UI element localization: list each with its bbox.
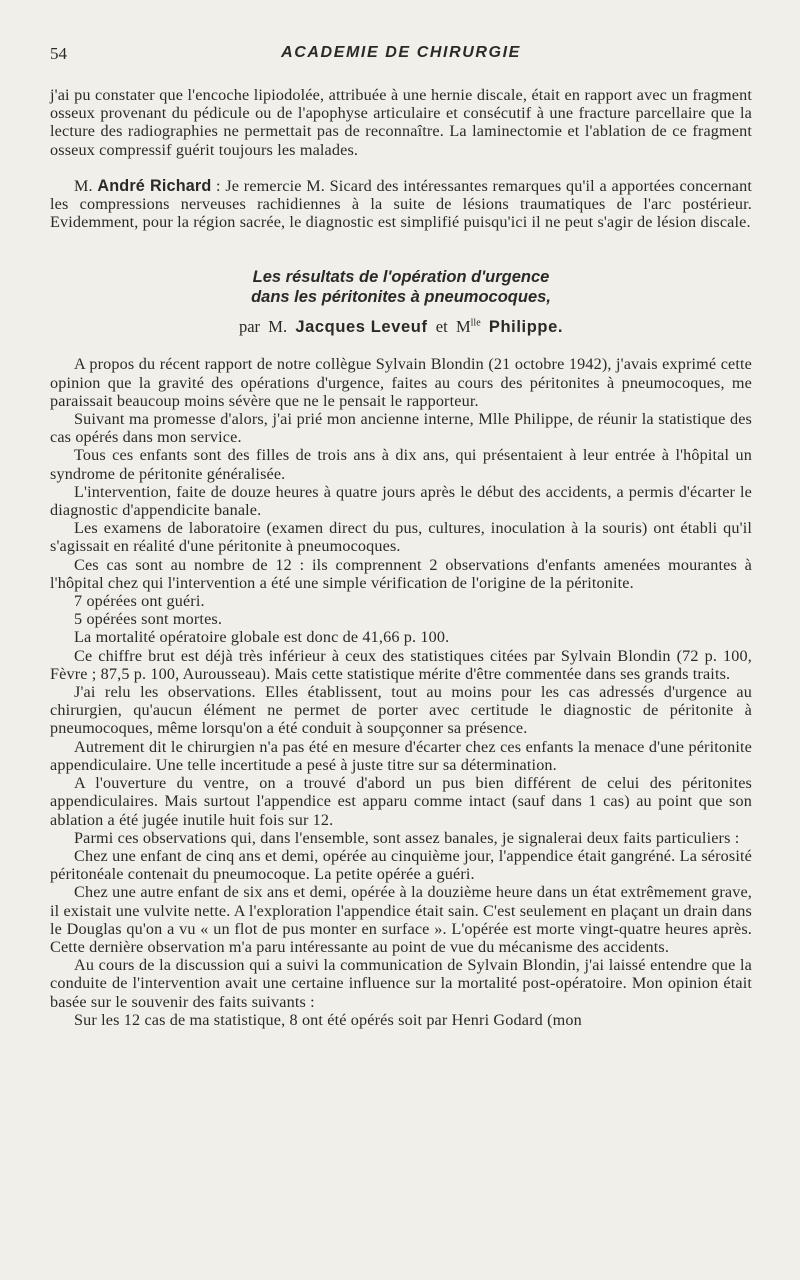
article-paragraph: Ce chiffre brut est déjà très inférieur à ceux des statistiques citées par Sylvain Blondin (72 p. 100, Fèvre ; 87,5 p. 100, Aurousseau). Mais cette statistique mérite d'être commentée dans ses grands traits. <box>50 646 752 683</box>
running-title: ACADEMIE DE CHIRURGIE <box>281 44 521 61</box>
article-paragraph: Chez une autre enfant de six ans et demi, opérée à la douzième heure dans un état extrêmement grave, il existait une vulvite nette. A l'exploration l'appendice était sain. C'est seulement en plaçant un drain dans le Douglas qu'on a vu « un flot de pus monter en surface ». L'opérée est morte vingt-quatre heures après. Cette dernière observation m'a paru intéressante au point de vue du mécanisme des accidents. <box>50 883 752 956</box>
article-paragraph: Sur les 12 cas de ma statistique, 8 ont été opérés soit par Henri Godard (mon <box>74 1010 582 1029</box>
byline-et: et <box>435 317 448 337</box>
article-paragraph: A propos du récent rapport de notre collègue Sylvain Blondin (21 octobre 1942), j'avais exprimé cette opinion que la gravité des opérations d'urgence, faites au cours des péritonites à pneumocoques, me paraissait beaucoup moins sévère que ne le pensait le rapporteur. <box>50 355 752 410</box>
article-paragraph: 5 opérées sont mortes. <box>74 610 223 629</box>
article-paragraph: Autrement dit le chirurgien n'a pas été en mesure d'écarter chez ces enfants la menace d'une péritonite appendiculaire. Une telle incertitude a pesé à juste titre sur sa détermination. <box>50 737 752 774</box>
article-byline <box>50 317 752 337</box>
article-paragraph: Suivant ma promesse d'alors, j'ai prié mon ancienne interne, Mlle Philippe, de réunir la statistique des cas opérés dans mon service. <box>50 410 752 447</box>
page-body <box>50 86 752 1029</box>
article-paragraph: Ces cas sont au nombre de 12 : ils comprennent 2 observations d'enfants amenées mourantes à l'hôpital chez qui l'intervention a été une simple vérification de l'origine de la péritonite. <box>50 555 752 592</box>
reply-paragraph <box>50 177 752 232</box>
article-paragraph: Les examens de laboratoire (examen direct du pus, cultures, inoculation à la souris) ont établi qu'il s'agissait en réalité d'une péritonite à pneumocoques. <box>50 519 752 556</box>
speaker-name: André Richard <box>97 176 212 195</box>
reply-text: : Je remercie M. Sicard des intéressantes remarques qu'il a apportées concernant les compressions nerveuses rachidiennes à la suite de lésions traumatiques de l'arc postérieur. Evidemment, pour la région sacrée, le diagnostic est simplifié puisqu'ici il ne peut s'agir de lésion discale. <box>50 176 753 232</box>
reply-prefix: M. <box>74 176 93 195</box>
article-paragraph: 7 opérées ont guéri. <box>74 592 205 611</box>
article-paragraph: Chez une enfant de cinq ans et demi, opérée au cinquième jour, l'appendice était gangréné. La sérosité péritonéale contenait du pneumocoque. La petite opérée a guéri. <box>50 846 752 884</box>
byline-mlle: $M^{lle}$ <box>455 317 481 337</box>
page-number: 54 <box>50 44 67 63</box>
article-title-line-1: Les résultats de l'opération d'urgence <box>252 268 550 287</box>
page-header <box>50 44 752 68</box>
article-paragraph: Tous ces enfants sont des filles de trois ans à dix ans, qui présentaient à leur entrée à l'hôpital un syndrome de péritonite généralisée. <box>50 446 752 483</box>
intro-paragraph: j'ai pu constater que l'encoche lipiodolée, attribuée à une hernie discale, était en rapport avec un fragment osseux provenant du pédicule ou de l'apophyse articulaire et consécutif à une fracture parcellaire que la lecture des radiographies ne permettait pas de reconnaître. La laminectomie et l'ablation de ce fragment osseux compressif guérit toujours les malades. <box>50 86 752 159</box>
article-paragraph: A l'ouverture du ventre, on a trouvé d'abord un pus bien différent de celui des péritonites appendiculaires. Mais surtout l'appendice est apparu comme intact (sauf dans 1 cas) au point que son ablation a été jugée inutile huit fois sur 12. <box>50 774 752 829</box>
article-paragraph: L'intervention, faite de douze heures à quatre jours après le début des accidents, a permis d'écarter le diagnostic d'appendicite banale. <box>50 482 752 520</box>
byline-m: M. <box>268 317 288 337</box>
byline-par: par <box>238 317 261 337</box>
article-paragraph: Parmi ces observations qui, dans l'ensemble, sont assez banales, je signalerai deux faits particuliers : <box>74 828 740 847</box>
article-paragraph: Au cours de la discussion qui a suivi la communication de Sylvain Blondin, j'ai laissé entendre que la conduite de l'intervention avait une certaine influence sur la mortalité post-opératoire. Mon opinion était basée sur le souvenir des faits suivants : <box>50 956 752 1011</box>
article-paragraph: J'ai relu les observations. Elles établissent, tout au moins pour les cas adressés d'urgence au chirurgien, qu'aucun élément ne permet de porter avec certitude le diagnostic de péritonite à pneumocoques, même lorsqu'on a été conduit à soupçonner sa présence. <box>50 683 752 738</box>
article-title-line-2: dans les péritonites à pneumocoques, <box>251 288 551 307</box>
author-2: Philippe. <box>488 318 564 337</box>
author-1: Jacques Leveuf <box>295 318 428 337</box>
article-paragraph: La mortalité opératoire globale est donc de 41,66 p. 100. <box>74 628 450 647</box>
